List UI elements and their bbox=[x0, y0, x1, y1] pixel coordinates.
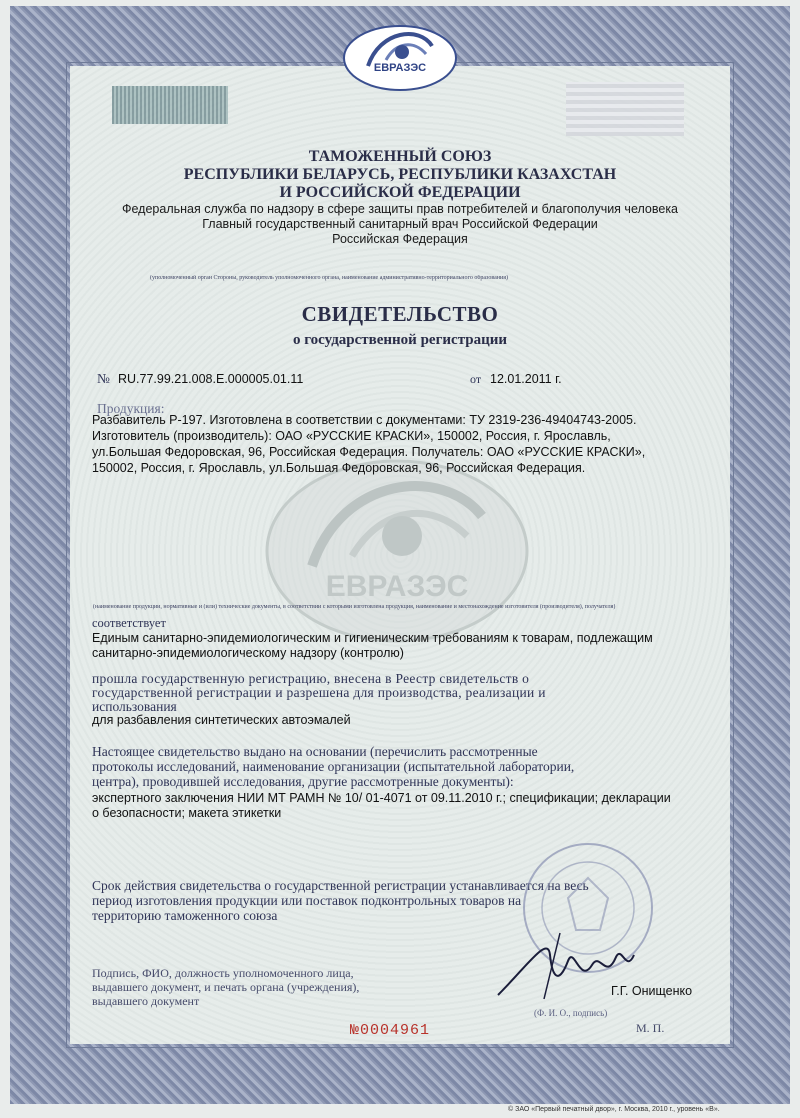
conformity-line: санитарно-эпидемиологическому надзору (контролю) bbox=[92, 646, 404, 660]
basis-typed-line: о безопасности; макета этикетки bbox=[92, 806, 282, 820]
registration-number: RU.77.99.21.008.Е.000005.01.11 bbox=[118, 372, 304, 386]
validity-line: период изготовления продукции или поставок подконтрольных товаров на bbox=[92, 893, 522, 908]
basis-typed-line: экспертного заключения НИИ МТ РАМН № 10/ 01-4071 от 09.11.2010 г.; спецификации; декларации bbox=[92, 791, 671, 805]
eurasec-watermark-icon bbox=[262, 456, 532, 646]
hologram-strip bbox=[112, 86, 228, 124]
registry-line: государственной регистрации и разрешена для производства, реализации и bbox=[92, 685, 546, 700]
product-line: ул.Большая Федоровская, 96, Российская Федерация. Получатель: ОАО «РУССКИЕ КРАСКИ», bbox=[92, 445, 646, 459]
svg-text:ЕВРАЗЭС: ЕВРАЗЭС bbox=[325, 570, 469, 603]
product-label: Продукция: bbox=[97, 401, 165, 416]
emblem-label: ЕВРАЗЭС bbox=[373, 62, 427, 74]
product-line: Изготовитель (производитель): ОАО «РУССКИЕ КРАСКИ», 150002, Россия, г. Ярославль, bbox=[92, 429, 611, 443]
signatory-caption: (Ф. И. О., подпись) bbox=[534, 1008, 608, 1018]
header-agency: Федеральная служба по надзору в сфере защиты прав потребителей и благополучия человека bbox=[121, 202, 679, 216]
registry-purpose: для разбавления синтетических автоэмалей bbox=[92, 713, 351, 727]
serial-number: №0004961 bbox=[350, 1022, 431, 1039]
certificate-subtitle: о государственной регистрации bbox=[292, 332, 508, 348]
signature-caption: выдавшего документ, и печать органа (учреждения), bbox=[92, 980, 360, 994]
validity-line: Срок действия свидетельства о государственной регистрации устанавливается на весь bbox=[92, 878, 589, 893]
certificate-title: СВИДЕТЕЛЬСТВО bbox=[301, 302, 499, 326]
signature-caption: Подпись, ФИО, должность уполномоченного лица, bbox=[92, 966, 354, 980]
conformity-label: соответствует bbox=[92, 616, 166, 630]
validity-line: территорию таможенного союза bbox=[92, 908, 278, 923]
header-country: Российская Федерация bbox=[332, 232, 468, 246]
header-official: Главный государственный санитарный врач Российской Федерации bbox=[202, 217, 598, 231]
security-pattern-box bbox=[566, 82, 684, 136]
registry-line: прошла государственную регистрацию, внесена в Реестр свидетельств о bbox=[92, 671, 530, 686]
basis-line: протоколы исследований, наименование организации (испытательной лаборатории, bbox=[92, 759, 575, 774]
conformity-line: Единым санитарно-эпидемиологическим и гигиеническим требованиям к товарам, подлежащим bbox=[92, 631, 653, 645]
basis-line: Настоящее свидетельство выдано на основании (перечислить рассмотренные bbox=[92, 744, 538, 759]
header-union: ТАМОЖЕННЫЙ СОЮЗ bbox=[308, 148, 492, 165]
header-countries-line2: И РОССИЙСКОЙ ФЕДЕРАЦИИ bbox=[279, 184, 521, 201]
basis-line: центра), проводившей исследования, другие рассмотренные документы): bbox=[92, 774, 514, 789]
header-countries-line1: РЕСПУБЛИКИ БЕЛАРУСЬ, РЕСПУБЛИКИ КАЗАХСТАН bbox=[183, 166, 617, 183]
number-label: № bbox=[97, 371, 110, 386]
registration-date: 12.01.2011 г. bbox=[490, 372, 562, 386]
printer-footer: © ЗАО «Первый печатный двор», г. Москва, 2010 г., уровень «В». bbox=[508, 1106, 720, 1113]
stamp-place: М. П. bbox=[636, 1021, 665, 1035]
product-line: 150002, Россия, г. Ярославль, ул.Большая Федоровская, 96, Российская Федерация. bbox=[92, 461, 586, 475]
registry-line: использования bbox=[92, 699, 177, 714]
header-caption: (уполномоченный орган Стороны, руководитель уполномоченного органа, наименование административно-территориального образования) bbox=[150, 275, 508, 281]
signatory-name: Г.Г. Онищенко bbox=[611, 984, 693, 998]
product-caption: (наименование продукции, нормативные и (или) технические документы, в соответствии с которыми изготовлена продукция, наименование и местонахождение изготовителя (производителя), получателя) bbox=[93, 604, 616, 610]
date-label: от bbox=[470, 372, 482, 386]
eurasec-emblem-icon bbox=[340, 20, 460, 92]
product-line: Разбавитель Р-197. Изготовлена в соответствии с документами: ТУ 2319-236-49404743-2005. bbox=[92, 413, 637, 427]
signature-caption: выдавшего документ bbox=[92, 994, 200, 1008]
